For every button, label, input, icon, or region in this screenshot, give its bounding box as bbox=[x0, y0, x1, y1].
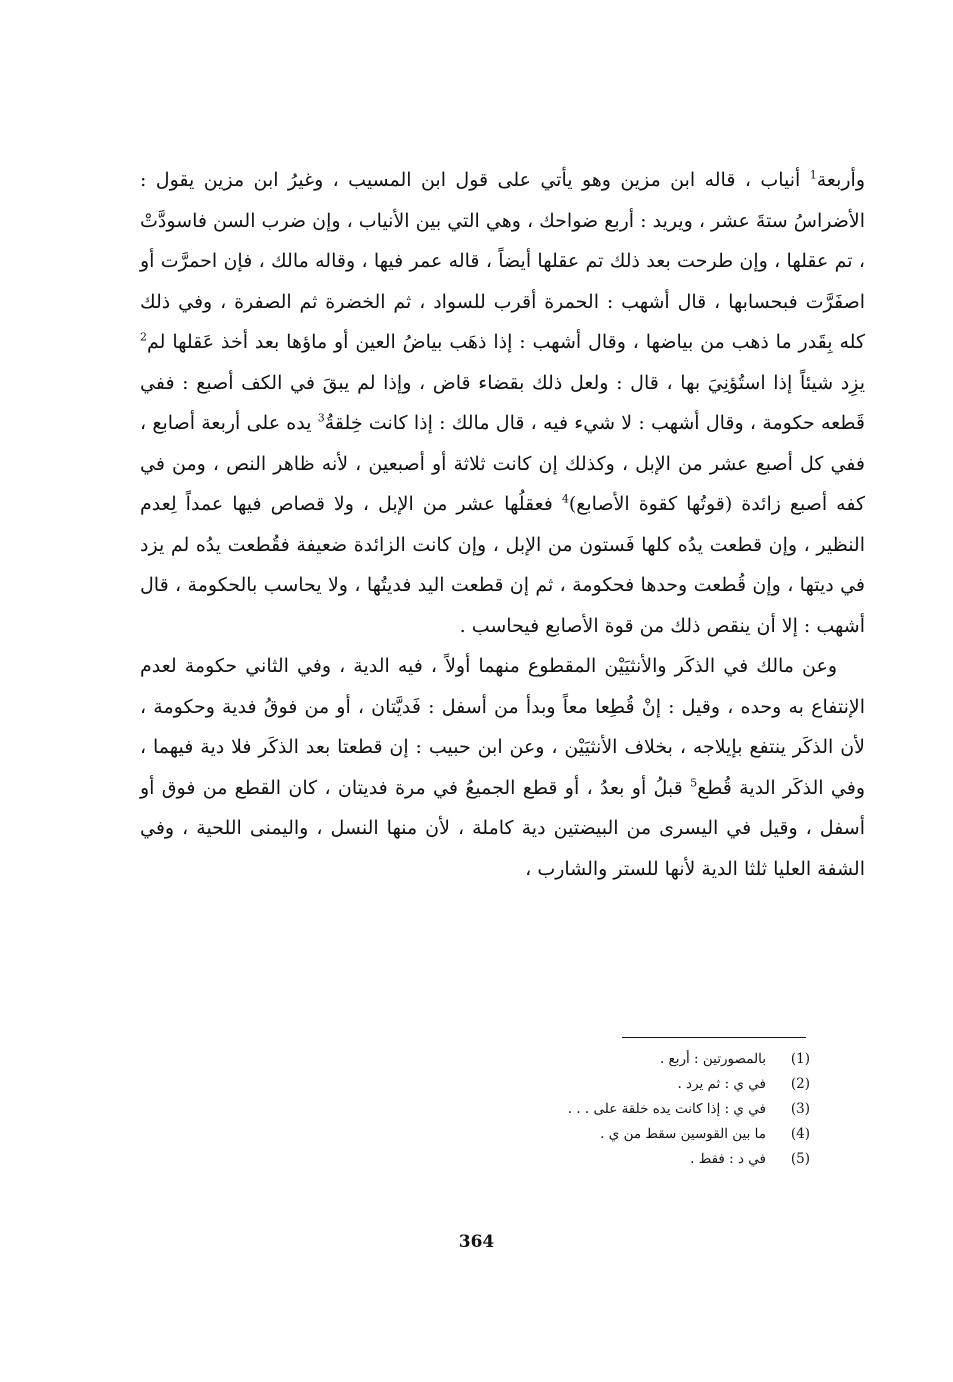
text-run: وعن مالك في الذكَر والأنثيَيْن المقطوع منهما أولاً ، فيه الدية ، وفي الثاني حكومة لعدم الإنتفاع به وحده ، وقيل : إنْ قُطِعا معاً وبدأ من أسفل : فَديَّتان ، أو من فوقُ فدية وحكومة ، لأن الذكَر ينتفع بإيلاجه ، بخلاف الأنثيَيْن ، وعن ابن حبيب : إن قطعتا بعد الذكَر فلا دية فيهما ، وفي الذكَر الدية قُطع bbox=[140, 655, 865, 799]
footnote-item bbox=[420, 1072, 810, 1097]
footnote-marker-2: 2 bbox=[140, 330, 147, 344]
footnotes bbox=[420, 1047, 810, 1172]
footnote-number: (5) bbox=[790, 1151, 810, 1167]
footnote-text: بالمصورتين : أربع . bbox=[659, 1051, 766, 1067]
footnote-number: (4) bbox=[790, 1126, 810, 1142]
footnote-marker-4: 4 bbox=[561, 492, 569, 506]
footnote-number: (3) bbox=[790, 1101, 810, 1117]
page-number: 364 bbox=[458, 1232, 495, 1252]
footnote-item bbox=[420, 1147, 810, 1172]
footnote-marker-1: 1 bbox=[809, 168, 817, 182]
footnote-number: (1) bbox=[790, 1051, 810, 1067]
footnote-item bbox=[420, 1047, 810, 1072]
text-run: فعقلُها عشر من الإبل ، ولا قصاص فيها عمداً لِعدم النظير ، وإن قطعت يدُه كلها فَستون من الإبل ، وإن كانت الزائدة ضعيفة فقُطعت يدُه لم يزد في ديتها ، وإن قُطعت وحدها فحكومة ، ثم إن قطعت اليد فديتُها ، ولا يحاسب بالحكومة ، قال أشهب : إلا أن ينقص ذلك من قوة الأصابع فيحاسب . bbox=[140, 493, 865, 637]
text-run: يده على أربعة أصابع ، ففي كل أصبع عشر من الإبل ، وكذلك إن كانت ثلاثة أو أصبعين ، لأنه ظاهر النص ، ومن في كفه أصبع زائدة (قوتُها كقوة الأصابع) bbox=[140, 412, 865, 515]
footnote-text: في ي : ثم يرد . bbox=[677, 1076, 766, 1092]
text-run: وأربعة bbox=[816, 169, 865, 191]
text-run: يزِد شيئاً إذا استُؤنِيَ بها ، قال : ولعل ذلك بقضاء قاض ، وإذا لم يبقَ في الكف أصبع : ففي قَطعه حكومة ، وقال أشهب : لا شيء فيه ، قال مالك : إذا كانت خِلقةُ bbox=[140, 371, 865, 434]
footnote-text: في ي : إذا كانت يده خلقة على . . . bbox=[567, 1101, 766, 1117]
footnote-item bbox=[420, 1097, 810, 1122]
footnote-separator bbox=[622, 1037, 806, 1038]
footnote-text: في د : فقط . bbox=[690, 1151, 766, 1167]
text-run: قبلُ أو بعدُ ، أو قطع الجميعُ في مرة فديتان ، كان القطع من فوق أو أسفل ، وقيل في اليسرى من البيضتين دية كاملة ، لأن منها النسل ، واليمنى اللحية ، وفي الشفة العليا ثلثا الدية لأنها للستر والشارب ، bbox=[140, 776, 865, 880]
footnote-number: (2) bbox=[790, 1076, 810, 1092]
footnote-text: ما بين القوسين سقط من ي . bbox=[600, 1126, 766, 1142]
footnote-marker-3: 3 bbox=[317, 411, 325, 425]
text-run: أنياب ، قاله ابن مزين وهو يأتي على قول ابن المسيب ، وغيرُ ابن مزين يقول : الأضراسُ ستةَ عشر ، ويريد : أربع ضواحك ، وهي التي بين الأنياب ، وإن ضرب السن فاسودَّتْ ، تم عقلها ، وإن طرحت بعد ذلك تم عقلها أيضاً ، قاله عمر فيها ، وقاله مالك ، فإن احمرَّت أو اصفَرَّت فبحسابها ، قال أشهب : الحمرة أقرب للسواد ، ثم الخضرة ثم الصفرة ، وفي ذلك كله بِقَدر ما ذهب من بياضها ، وقال أشهب : إذا ذهَب بياضُ العين أو ماؤها بعد أخذ عَقلها لم bbox=[140, 169, 865, 353]
main-text bbox=[140, 160, 865, 889]
footnote-item bbox=[420, 1122, 810, 1147]
paragraph-2 bbox=[140, 646, 865, 889]
footnote-marker-5: 5 bbox=[690, 776, 698, 790]
paragraph-1 bbox=[140, 160, 865, 646]
